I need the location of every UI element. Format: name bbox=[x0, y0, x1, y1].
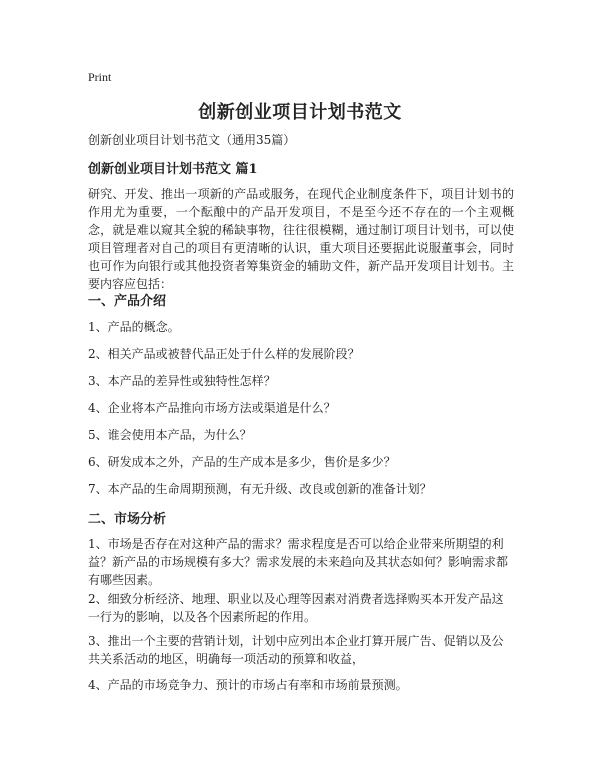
section-heading-product: 一、产品介绍 bbox=[88, 294, 167, 309]
list-item: 4、产品的市场竞争力、预计的市场占有率和市场前景预测。 bbox=[88, 678, 408, 692]
intro-paragraph: 研究、开发、推出一项新的产品或服务，在现代企业制度条件下，项目计划书的作用尤为重要，一个酝酿中的产品开发项目，不是至今还不存在的一个主观概念，就是难以窥其全貌的稀缺事物，往往很模糊，通过制订项目计划书，可以使项目管理者对自己的项目有更清晰的认识，重大项目还要据此说服董事会，同时也可作为向银行或其他投资者筹集资金的辅助文件，新产品开发项目计划书。主要内容应包括： bbox=[88, 187, 514, 291]
list-item: 5、谁会使用本产品，为什么？ bbox=[88, 428, 252, 442]
list-item: 4、企业将本产品推向市场方法或渠道是什么？ bbox=[88, 401, 336, 415]
list-item: 2、相关产品或被替代品正处于什么样的发展阶段？ bbox=[88, 347, 360, 361]
list-item: 1、市场是否存在对这种产品的需求？需求程度是否可以给企业带来所期望的利益？新产品的市场规模有多大？需求发展的未来趋向及其状态如何？影响需求都有哪些因素。 bbox=[88, 537, 509, 587]
document-title: 创新创业项目计划书范文 bbox=[198, 102, 402, 123]
list-item: 3、本产品的差异性或独特性怎样？ bbox=[88, 374, 276, 388]
part-heading: 创新创业项目计划书范文 篇1 bbox=[88, 162, 258, 177]
print-label[interactable]: Print bbox=[88, 70, 112, 84]
list-item: 2、细致分析经济、地理、职业以及心理等因素对消费者选择购买本开发产品这一行为的影响，以及各个因素所起的作用。 bbox=[88, 592, 504, 624]
section-heading-market: 二、市场分析 bbox=[88, 512, 167, 527]
document-subtitle: 创新创业项目计划书范文（通用35篇） bbox=[88, 133, 296, 147]
list-item: 6、研发成本之外，产品的生产成本是多少，售价是多少？ bbox=[88, 455, 396, 469]
list-item: 7、本产品的生命周期预测，有无升级、改良或创新的准备计划？ bbox=[88, 482, 432, 496]
list-item: 1、产品的概念。 bbox=[88, 320, 180, 334]
list-item: 3、推出一个主要的营销计划，计划中应列出本企业打算开展广告、促销以及公共关系活动的地区，明确每一项活动的预算和收益， bbox=[88, 634, 504, 666]
